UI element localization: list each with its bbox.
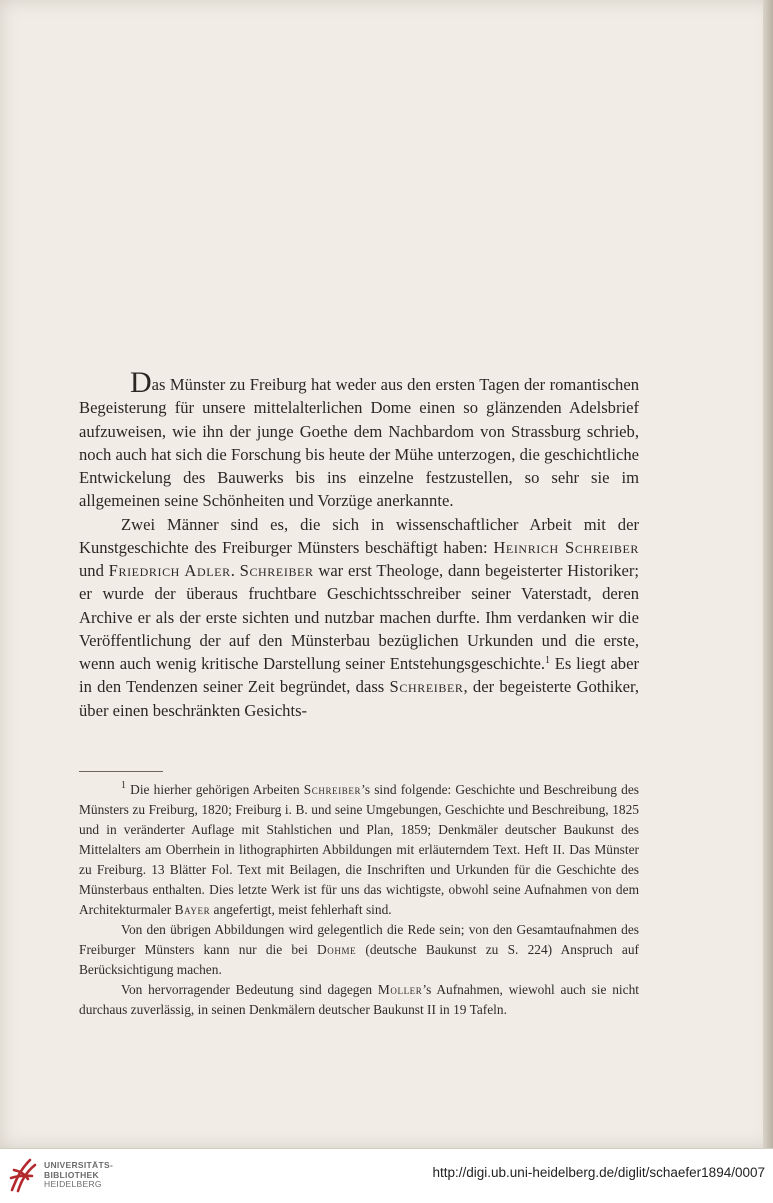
library-logo-text xyxy=(44,1161,113,1190)
author-name: Moller xyxy=(377,982,423,997)
author-name: Schreiber xyxy=(239,561,314,580)
author-name: Bayer xyxy=(174,902,211,917)
paragraph-2 xyxy=(79,513,639,722)
paragraph-1-text: as Münster zu Freiburg hat weder aus den ersten Tagen der romantischen Begeisterung für unsere mittelalterlichen Dome einen so glänzenden Adelsbrief aufzuweisen, wie ihn der junge Goethe dem Nachbardom von Strassburg schrieb, noch auch hat sich die Forschung bis heute der Mühe unterzogen, die geschichtliche Entwickelung des Bauwerks bis ins einzelne festzustellen, so sehr sie im allgemeinen seine Schönheiten und Vorzüge anerkannte. xyxy=(79,375,639,511)
author-name: Schreiber xyxy=(303,782,362,797)
main-text-block xyxy=(79,366,639,722)
paragraph-2-text-f: , der begeisterte Gothiker, über einen beschränkten Gesichts- xyxy=(79,677,639,720)
footnote-3-text-b: ’s Aufnahmen, wiewohl auch sie nicht durchaus zuverlässig, in seinen Denkmälern deutscher Baukunst II in 19 Tafeln. xyxy=(79,982,639,1017)
footnote-divider xyxy=(79,771,163,772)
footnote-2 xyxy=(79,920,639,980)
footnote-2-text-b: (deutsche Baukunst zu S. 224) Anspruch auf Berücksichtigung machen. xyxy=(79,942,639,977)
author-name: Friedrich Adler xyxy=(108,561,231,580)
footnote-mark: 1 xyxy=(121,780,126,791)
logo-line: HEIDELBERG xyxy=(44,1179,102,1189)
logo-line: BIBLIOTHEK xyxy=(44,1169,99,1180)
page-spine-edge xyxy=(763,0,773,1148)
footnote-3-text-a: Von hervorragender Bedeutung sind dagegen xyxy=(121,982,378,997)
author-name: Dohme xyxy=(317,942,357,957)
footnote-1-text-c: angefertigt, meist fehlerhaft sind. xyxy=(210,902,392,917)
permalink-url[interactable]: http://digi.ub.uni-heidelberg.de/diglit/schaefer1894/0007 xyxy=(432,1165,765,1180)
paragraph-2-text-c: . xyxy=(230,561,240,580)
footnote-2-text-a: Von den übrigen Abbildungen wird gelegentlich die Rede sein; von den Gesamtaufnahmen des Freiburger Münsters kann nur die bei xyxy=(79,922,639,957)
library-logo-icon[interactable] xyxy=(8,1156,38,1194)
paragraph-1 xyxy=(79,366,639,513)
paragraph-2-text-b: und xyxy=(79,561,109,580)
footnote-1-text-b: ’s sind folgende: Geschichte und Beschreibung des Münsters zu Freiburg, 1820; Freiburg i. B. und seine Umgebungen, Geschichte und Beschreibung, 1825 und in veränderter Auflage mit Stahlstichen und Plan, 1859; Denkmäler deutscher Baukunst des Mittelalters am Oberrhein in lithographirten Abbildungen mit erläuterndem Text. Heft II. Das Münster zu Freiburg. 13 Blätter Fol. Text mit Beilagen, die Inschriften und Urkunden für die Geschichte des Münsterbaus enthalten. Dies letzte Werk ist für uns das wichtigste, obwohl seine Aufnahmen von dem Architekturmaler xyxy=(79,782,639,917)
paragraph-2-text-e: Es liegt aber in den Tendenzen seiner Zeit begründet, dass xyxy=(79,654,639,697)
author-name: Schreiber xyxy=(389,677,464,697)
paragraph-2-text-d: war erst Theologe, dann begeisterter Historiker; er wurde der überaus fruchtbare Geschichtsschreiber seiner Vaterstadt, deren Archive er als der erste sichten und nutzbar machen durfte. Ihm verdanken wir die Veröffentlichung der auf den Münsterbau bezüglichen Urkunden und die erste, wenn auch wenig kritische Darstellung seiner Entstehungsgeschichte. xyxy=(79,561,639,673)
footnote-1 xyxy=(79,780,639,920)
footnotes-block xyxy=(79,780,639,1020)
footnote-ref: 1 xyxy=(545,655,550,666)
paragraph-2-text-a: Zwei Männer sind es, die sich in wissenschaftlicher Arbeit mit der Kunstgeschichte des Freiburger Münsters beschäftigt haben: xyxy=(79,514,639,557)
footnote-3 xyxy=(79,980,639,1020)
author-name: Heinrich Schreiber xyxy=(493,537,639,557)
viewer-footer xyxy=(0,1148,773,1203)
drop-cap: D xyxy=(130,366,152,399)
logo-line: UNIVERSITÄTS- xyxy=(44,1160,114,1170)
footnote-1-text-a: Die hierher gehörigen Arbeiten xyxy=(126,782,304,797)
